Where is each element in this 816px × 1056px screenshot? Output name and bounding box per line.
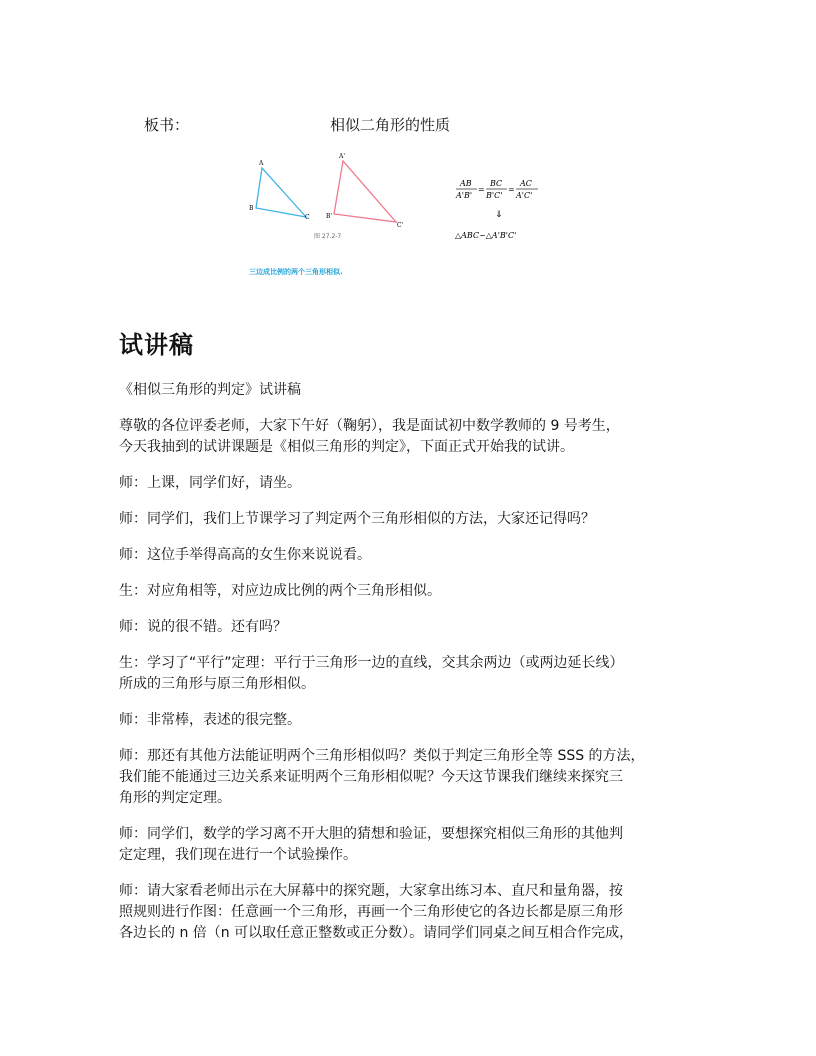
paragraph xyxy=(119,473,699,494)
board-title: 相似二角形的性质 xyxy=(330,116,451,134)
paragraph xyxy=(119,881,699,944)
vertex-C-label: C xyxy=(305,214,310,221)
section-heading: 试讲稿 xyxy=(119,331,194,359)
text-line: 角形的判定定理。 xyxy=(119,790,231,806)
paragraph xyxy=(119,581,699,602)
text-line: 师：请大家看老师出示在大屏幕中的探究题，大家拿出练习本、直尺和量角器，按 xyxy=(119,883,623,899)
text-line: 尊敬的各位评委老师，大家下午好（鞠躬），我是面试初中数学教师的 9 号考生， xyxy=(119,418,620,434)
text-line: 《相似三角形的判定》试讲稿 xyxy=(119,382,301,398)
text-line: 我们能不能通过三边关系来证明两个三角形相似呢？今天这节课我们继续来探究三 xyxy=(119,769,623,785)
text-line: 师：那还有其他方法能证明两个三角形相似吗？类似于判定三角形全等 SSS 的方法， xyxy=(119,748,645,764)
paragraph xyxy=(119,380,699,401)
text-line: 生：学习了“平行”定理：平行于三角形一边的直线，交其余两边（或两边延长线） xyxy=(119,655,624,671)
svg-text:=: = xyxy=(478,185,485,194)
figure-caption: 图 27.2-7 xyxy=(314,233,342,240)
text-line: 定定理，我们现在进行一个试验操作。 xyxy=(119,847,357,863)
text-line: 师：这位手举得高高的女生你来说说看。 xyxy=(119,547,371,563)
text-line: 生：对应角相等，对应边成比例的两个三角形相似。 xyxy=(119,583,441,599)
svg-text:=: = xyxy=(508,185,515,194)
board-label: 板书： xyxy=(144,116,190,134)
left-triangle xyxy=(256,168,306,217)
paragraph xyxy=(119,617,699,638)
paragraph xyxy=(119,545,699,566)
paragraph xyxy=(119,746,699,809)
similarity-conclusion: △ABC∽△A'B'C' xyxy=(455,231,517,240)
vertex-B-label: B xyxy=(249,205,254,212)
paragraph xyxy=(119,710,699,731)
text-line: 师：同学们，我们上节课学习了判定两个三角形相似的方法，大家还记得吗？ xyxy=(119,511,595,527)
theorem-caption: 三边成比例的两个三角形相似. xyxy=(249,268,343,276)
ratio-den-2: B'C' xyxy=(486,191,503,200)
text-line: 各边长的 n 倍（n 可以取任意正整数或正分数）。请同学们同桌之间互相合作完成， xyxy=(119,925,634,941)
paragraph xyxy=(119,509,699,530)
vertex-A-label: A xyxy=(259,160,264,167)
ratio-num-1: AB xyxy=(460,179,472,188)
vertex-A-prime-label: A' xyxy=(339,153,345,160)
implies-arrow-icon: ⇓ xyxy=(495,210,503,220)
ratio-num-3: AC xyxy=(520,179,532,188)
ratio-den-1: A'B' xyxy=(456,191,473,200)
vertex-B-prime-label: B' xyxy=(326,213,333,220)
right-triangle xyxy=(334,161,396,222)
paragraph xyxy=(119,824,699,866)
text-line: 师：说的很不错。还有吗？ xyxy=(119,619,287,635)
text-line: 师：非常棒，表述的很完整。 xyxy=(119,712,301,728)
ratio-num-2: BC xyxy=(490,179,503,188)
text-line: 师：上课，同学们好，请坐。 xyxy=(119,475,301,491)
triangle-figure xyxy=(244,150,554,285)
text-line: 照规则进行作图：任意画一个三角形，再画一个三角形使它的各边长都是原三角形 xyxy=(119,904,623,920)
text-line: 师：同学们，数学的学习离不开大胆的猜想和验证，要想探究相似三角形的其他判 xyxy=(119,826,623,842)
paragraph xyxy=(119,653,699,695)
script-body xyxy=(119,380,699,959)
text-line: 所成的三角形与原三角形相似。 xyxy=(119,676,315,692)
paragraph xyxy=(119,416,699,458)
text-line: 今天我抽到的试讲课题是《相似三角形的判定》，下面正式开始我的试讲。 xyxy=(119,439,574,455)
ratio-den-3: A'C' xyxy=(516,191,533,200)
vertex-C-prime-label: C' xyxy=(397,222,404,229)
